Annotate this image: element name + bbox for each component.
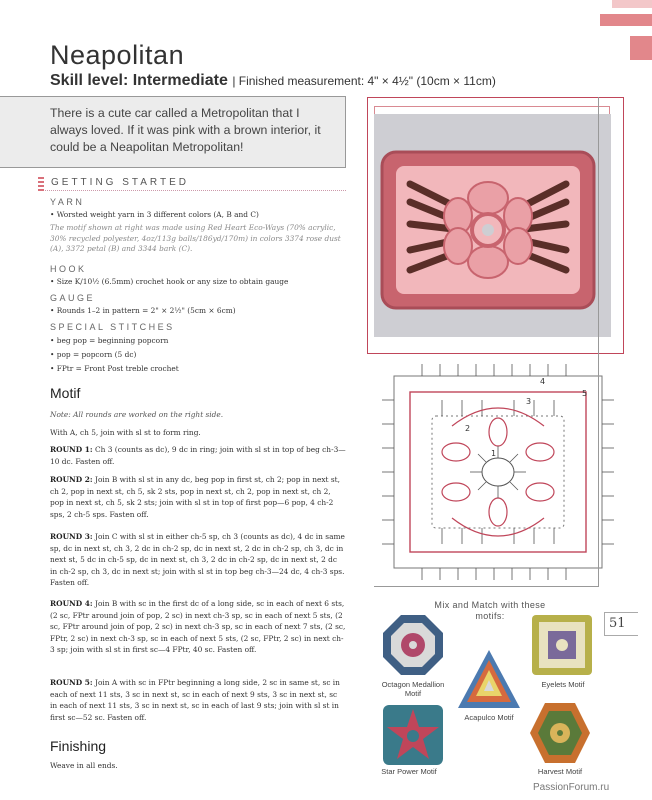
round-2 (50, 474, 346, 520)
corner-decoration (630, 36, 652, 60)
round-label: ROUND 1: (50, 445, 93, 454)
skill-level: Skill level: Intermediate (50, 72, 228, 89)
corner-decoration (612, 0, 652, 8)
octagon-motif-thumbnail (381, 613, 445, 677)
gauge-label: GAUGE (50, 293, 96, 303)
gauge-line: • Rounds 1–2 in pattern = 2" × 2½" (5cm × 6cm) (50, 306, 236, 315)
mix-match-label: Harvest Motif (537, 767, 583, 776)
page-title: Neapolitan (50, 40, 185, 70)
round-text: Join C with sl st in either ch-5 sp, ch 3 (counts as dc), 4 dc in same sp, dc in next st, ch 3, 2 dc in ch-2 sp, dc in next st, 2 dc in ch-2 sp, ch 3, dc in next st, 5 dc in ch-5 sp, dc in next st, ch 3, 2 dc in ch-2 sp, dc in next st, 2 dc in ch-2 sp, ch 3, dc in next st; join with sl st in top beg ch-3—24 dc, 4 ch-3 sps. Fasten off. (50, 532, 345, 588)
motif-start: With A, ch 5, join with sl st to form ring. (50, 428, 201, 437)
mix-match-title: Mix and Match with these motifs: (434, 600, 546, 621)
round-text: Join A with sc in FPtr beginning a long side, 2 sc in same st, sc in each of next 11 sts, 3 sc in next st, sc in each of next 9 sts, 3 sc in next st, sc in each of next 11 sts, 3 sc in next st, sc in each of last 9 sts; join with sl st in first sc—52 sc. Fasten off. (50, 678, 340, 722)
yarn-line: • Worsted weight yarn in 3 different colors (A, B and C) (50, 210, 259, 219)
heading-dots (38, 177, 44, 191)
chart-label: 4 (540, 377, 546, 386)
mix-match-label: Star Power Motif (381, 767, 437, 776)
round-text: Join B with sl st in any dc, beg pop in first st, ch 2; pop in next st, ch 2, pop in next st, ch 5, sk 2 sts, pop in next st, ch 2, pop in next st, ch 2, pop in next st, ch 5, sk 2 sts; join with sl st in top of first pop—6 pop, 4 ch-2 sps, 2 ch-5 sps. Fasten off. (50, 475, 340, 519)
acapulco-motif-thumbnail (456, 648, 522, 710)
divider-line (598, 97, 599, 587)
motif-photo (374, 114, 611, 337)
round-label: ROUND 3: (50, 532, 93, 541)
corner-decoration (600, 14, 652, 26)
getting-started-heading (38, 177, 346, 191)
mix-match-label: Octagon Medallion Motif (381, 680, 445, 698)
round-text: Ch 3 (counts as dc), 9 dc in ring; join with sl st in top of beg ch-3—10 dc. Fasten off. (50, 445, 346, 466)
motif-note: Note: All rounds are worked on the right side. (50, 410, 224, 419)
motif-heading: Motif (50, 385, 81, 401)
special-item: • FPtr = Front Post treble crochet (50, 364, 179, 373)
yarn-label: YARN (50, 197, 85, 207)
mix-match-label: Eyelets Motif (541, 680, 585, 689)
round-1 (50, 444, 346, 467)
round-text: Join B with sc in the first dc of a long side, sc in each of next 6 sts, (2 sc, FPtr around join of pop, 2 sc) in next ch-3 sp, sc in each of next 5 sts, (2 sc, FPtr around join of pop, 2 sc) in next ch-3 sp, sc in each of next 7 sts, (2 sc, FPtr, 2 sc) in next ch-3 sp, sc in each of next 5 sts, (2 sc, FPtr, 2 sc) in next ch-3 sp; join with sl st in first sc—4 FPtr, 40 sc. Fasten off. (50, 599, 346, 655)
round-4 (50, 598, 346, 656)
hook-line: • Size K/10½ (6.5mm) crochet hook or any size to obtain gauge (50, 277, 289, 286)
harvest-motif-thumbnail (527, 700, 593, 766)
round-3 (50, 531, 346, 589)
hook-label: HOOK (50, 264, 87, 274)
chart-label: 3 (526, 397, 532, 406)
special-item: • beg pop = beginning popcorn (50, 336, 169, 345)
divider-line (374, 586, 598, 587)
subtitle (50, 72, 496, 90)
getting-started-label: GETTING STARTED (51, 177, 189, 188)
watermark: PassionForum.ru (533, 782, 610, 793)
special-stitches-label: SPECIAL STITCHES (50, 322, 175, 332)
yarn-note: The motif shown at right was made using Red Heart Eco-Ways (70% acrylic, 30% recycled polyester, 4oz/113g balls/186yd/170m) in colors 3374 rose dust (A), 3372 petal (B) and 3344 bark (C). (50, 223, 341, 253)
intro-text: There is a cute car called a Metropolitan that I always loved. If it was pink with a brown interior, it could be a Neapolitan Metropolitan! (50, 106, 321, 154)
round-label: ROUND 5: (50, 678, 93, 687)
intro-box (0, 96, 346, 168)
round-5 (50, 677, 346, 723)
page-number: 51 (609, 616, 626, 631)
star-power-motif-thumbnail (381, 703, 445, 767)
crochet-chart (382, 360, 618, 584)
chart-label: 5 (582, 389, 588, 398)
round-label: ROUND 2: (50, 475, 93, 484)
eyelets-motif-thumbnail (530, 613, 594, 677)
special-item: • pop = popcorn (5 dc) (50, 350, 137, 359)
crochet-motif-photo (374, 114, 611, 337)
chart-label: 1 (491, 449, 497, 458)
chart-label: 2 (465, 424, 471, 433)
finishing-heading: Finishing (50, 738, 107, 754)
page-number-box (604, 612, 638, 636)
finishing-text: Weave in all ends. (50, 761, 118, 770)
finished-measurement: | Finished measurement: 4" × 4½" (10cm × 11cm) (232, 74, 496, 88)
mix-match-label: Acapulco Motif (464, 713, 514, 722)
round-label: ROUND 4: (50, 599, 93, 608)
